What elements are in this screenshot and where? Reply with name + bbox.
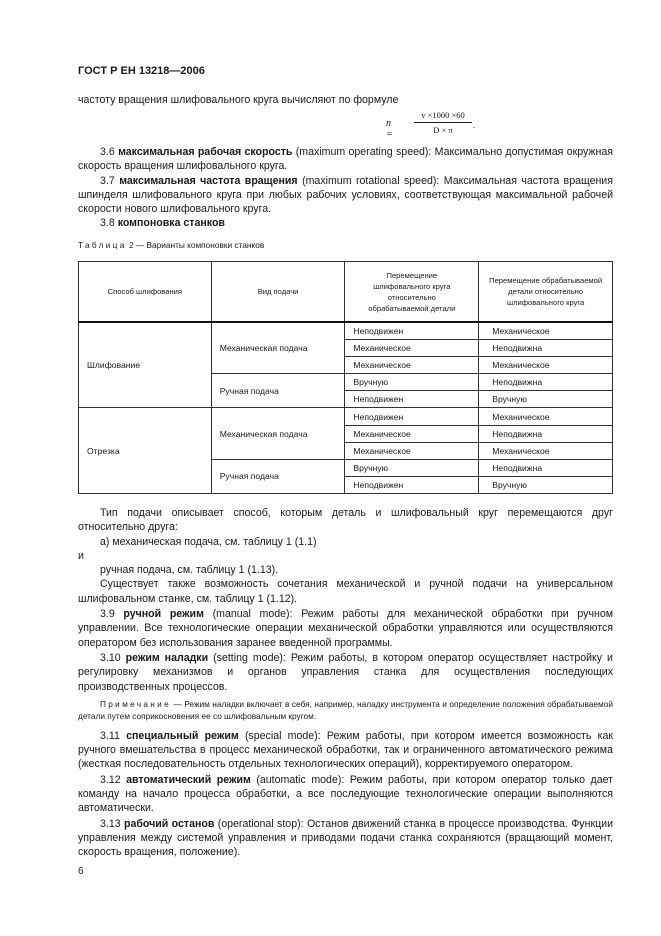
wheel-movement-cell: Вручную: [345, 459, 479, 476]
clause-3-6: [78, 145, 613, 174]
clause-english: (operational stop):: [217, 817, 304, 830]
document-header: ГОСТ Р ЕН 13218—2006: [78, 65, 205, 77]
note: [78, 698, 613, 723]
workpiece-movement-cell: Механическое: [479, 322, 613, 340]
clause-english: (special mode):: [244, 729, 321, 742]
clause-3-13: [78, 817, 613, 860]
workpiece-movement-cell: Вручную: [479, 476, 613, 493]
feed-cell: Ручная подача: [211, 374, 345, 408]
clause-english: (maximum rotational speed):: [302, 174, 440, 187]
feed-description: [78, 506, 613, 860]
workpiece-movement-cell: Механическое: [479, 442, 613, 459]
wheel-movement-cell: Неподвижен: [345, 391, 479, 408]
clause-term: автоматический режим: [126, 773, 251, 786]
clause-text: Останов движений станка в процессе производства. Функции управления между системой управления и приводами подачи станка сохраняются (вращающий момент, скорость вращения, положение).: [78, 817, 613, 859]
clause-3-9: [78, 607, 613, 650]
clause-text: Режим работы, при котором оператор только дает команду на начало процесса обработки, а все последующие технологические операции выполняются автоматически.: [78, 773, 613, 815]
feed-cell: Механическая подача: [211, 408, 345, 459]
formula-fraction: [414, 110, 472, 135]
clause-number: 3.11: [100, 729, 120, 742]
feed-and: и: [78, 549, 84, 562]
header-cell: Вид подачи: [211, 262, 345, 323]
clause-term: максимальная рабочая скорость: [118, 146, 293, 158]
note-text: — Режим наладки включает в себя, например, наладку инструмента и определение положения обрабатываемой детали путем соприкосновения ее со шлифовальным кругом.: [78, 698, 613, 722]
feed-cell: Ручная подача: [211, 459, 345, 493]
workpiece-movement-cell: Механическое: [479, 408, 613, 425]
clause-number: 3.8: [100, 217, 115, 230]
table-row: [79, 322, 613, 340]
workpiece-movement-cell: Неподвижна: [479, 459, 613, 476]
layout-variants-table: [78, 261, 613, 494]
clause-text: Максимально допустимая окружная скорость вращения шлифовального круга.: [78, 146, 613, 173]
clause-english: (maximum operating speed):: [295, 146, 432, 158]
clause-number: 3.10: [100, 651, 121, 664]
clause-term: рабочий останов: [124, 817, 215, 830]
clause-number: 3.9: [100, 608, 115, 621]
note-label: Примечание: [100, 698, 172, 709]
wheel-movement-cell: Неподвижен: [345, 476, 479, 493]
method-cell: Шлифование: [79, 322, 212, 408]
intro-line: частоту вращения шлифовального круга вычисляют по формуле: [78, 94, 399, 106]
table-row: [79, 408, 613, 425]
clause-3-7: [78, 174, 613, 217]
clause-text: Максимальная частота вращения шпинделя шлифовального круга при любых рабочих условиях, соответствующая максимальной рабочей скорости нового шлифовального круга.: [78, 174, 613, 216]
clause-3-11: [78, 729, 613, 772]
clause-number: 3.6: [100, 146, 115, 158]
formula-numerator: v ×1000 ×60: [414, 110, 472, 123]
workpiece-movement-cell: Вручную: [479, 391, 613, 408]
workpiece-movement-cell: Неподвижна: [479, 340, 613, 357]
formula-denominator: D × π: [433, 125, 453, 135]
clause-number: 3.13: [100, 817, 121, 830]
clause-text: Режим работы, в котором оператор осуществляет настройку и регулировку механизмов и органов управления станка для осуществления последующих производственных процессов.: [78, 651, 613, 693]
feed-item-a: а) механическая подача, см. таблицу 1 (1.1): [100, 535, 317, 548]
wheel-movement-cell: Вручную: [345, 374, 479, 391]
workpiece-movement-cell: Механическое: [479, 357, 613, 374]
clause-term: режим наладки: [125, 651, 209, 664]
wheel-movement-cell: Неподвижен: [345, 322, 479, 340]
wheel-movement-cell: Механическое: [345, 340, 479, 357]
header-cell: Способ шлифования: [79, 262, 212, 323]
workpiece-movement-cell: Неподвижна: [479, 425, 613, 442]
clause-text: Режим работы для механической обработки при ручном управлении. Все технологические операции механической обработки управляются или осуществляются оператором без использования заранее введенной программы.: [78, 608, 613, 649]
header-cell: Перемещение шлифовального круга относительно обрабатываемой детали: [345, 262, 479, 323]
feed-cell: Механическая подача: [211, 322, 345, 374]
feed-paragraph: Тип подачи описывает способ, которым деталь и шлифовальный круг перемещаются друг относительно друга:: [78, 507, 613, 534]
clause-3-8: [78, 216, 613, 230]
clause-term: максимальная частота вращения: [119, 174, 298, 187]
clause-number: 3.7: [100, 174, 115, 187]
formula-lhs: n =: [386, 118, 393, 140]
clause-english: (manual mode):: [212, 608, 293, 621]
intro-text: [78, 93, 613, 107]
clauses-3-6-to-3-8: [78, 145, 613, 231]
wheel-movement-cell: Механическое: [345, 425, 479, 442]
clause-english: (setting mode):: [213, 651, 286, 664]
clause-term: специальный режим: [126, 729, 239, 742]
formula-end: .: [473, 120, 476, 130]
clause-3-12: [78, 773, 613, 816]
feed-item-b: ручная подача, см. таблицу 1 (1.13).: [100, 564, 279, 577]
clause-term: ручной режим: [123, 608, 204, 621]
table-header-row: [79, 262, 613, 323]
workpiece-movement-cell: Неподвижна: [479, 374, 613, 391]
wheel-movement-cell: Неподвижен: [345, 408, 479, 425]
header-cell: Перемещение обрабатываемой детали относительно шлифовального круга: [479, 262, 613, 323]
table-caption: [78, 240, 264, 250]
wheel-movement-cell: Механическое: [345, 357, 479, 374]
wheel-movement-cell: Механическое: [345, 442, 479, 459]
clause-english: (automatic mode):: [256, 773, 345, 786]
clause-number: 3.12: [100, 773, 121, 786]
clause-3-10: [78, 651, 613, 694]
method-cell: Отрезка: [79, 408, 212, 493]
clause-text: Режим работы, при котором имеется возможность как ручного вмешательства в процесс механической обработки, так и ограниченного автоматического режима (жесткая последовательность отдельных технологических операций), корректируемого оператором.: [78, 729, 613, 771]
clause-term: компоновка станков: [117, 217, 225, 230]
feed-combination: Существует также возможность сочетания механической и ручной подачи на универсальном шлифовальном станке, см. таблицу 1 (1.12).: [78, 578, 613, 605]
table-caption-word: Таблица: [78, 240, 127, 250]
table-caption-title: 2 — Варианты компоновки станков: [128, 240, 265, 250]
page-number: 6: [78, 866, 84, 877]
